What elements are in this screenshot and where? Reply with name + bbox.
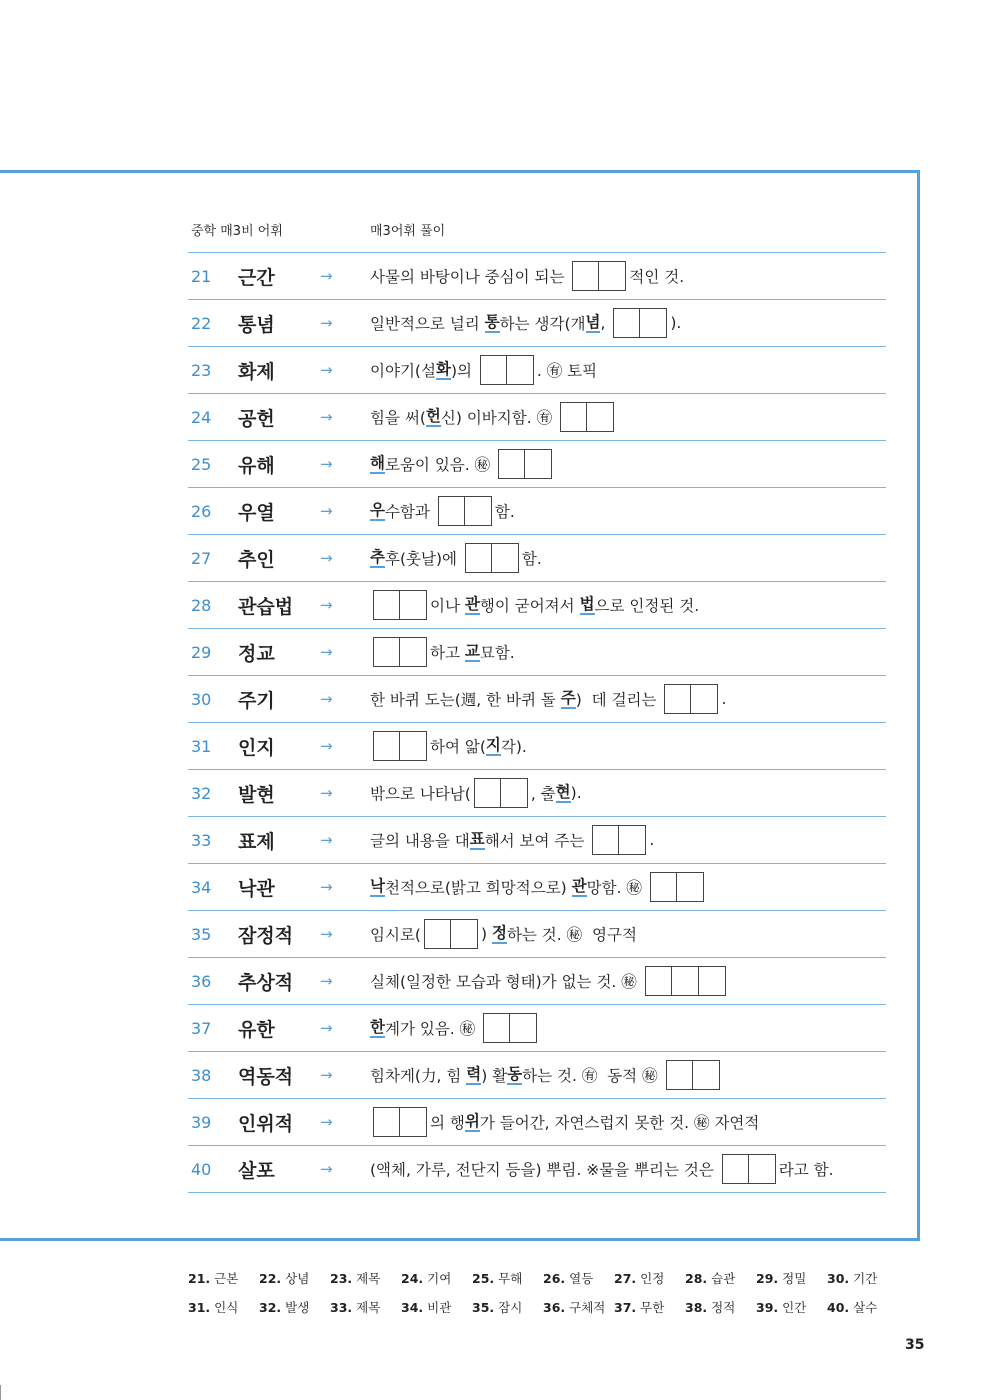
answer-key-number: 26. bbox=[543, 1271, 566, 1286]
arrow-icon: → bbox=[320, 784, 333, 802]
answer-blank-cell[interactable] bbox=[666, 1060, 693, 1090]
answer-key-item bbox=[685, 1269, 756, 1287]
answer-blank-cell[interactable] bbox=[619, 825, 646, 855]
key-syllable: 지 bbox=[485, 736, 501, 754]
definition-text: 하는 것. ㊙ 영구적 bbox=[506, 926, 637, 944]
answer-blank-cell[interactable] bbox=[400, 1107, 427, 1137]
answer-key-number: 28. bbox=[685, 1271, 708, 1286]
definition-text: 이나 bbox=[430, 597, 465, 615]
item-number: 27 bbox=[191, 548, 212, 568]
arrow-icon: → bbox=[320, 502, 333, 520]
answer-blank[interactable] bbox=[373, 637, 427, 667]
answer-key-word: 살수 bbox=[853, 1300, 878, 1315]
vocab-row bbox=[188, 582, 886, 629]
key-syllable: 추 bbox=[370, 548, 385, 566]
definition-text: 하여 앎( bbox=[430, 738, 486, 756]
answer-blank-cell[interactable] bbox=[474, 778, 501, 808]
definition-text: ). bbox=[570, 784, 582, 802]
answer-key-word: 기간 bbox=[853, 1271, 878, 1286]
answer-key-word: 근본 bbox=[214, 1271, 239, 1286]
key-syllable: 력 bbox=[466, 1065, 482, 1083]
definition-text: 으로 인정된 것. bbox=[594, 597, 700, 615]
key-syllable: 우 bbox=[370, 501, 385, 519]
definition-text: 적인 것. bbox=[629, 268, 685, 286]
answer-blank-cell[interactable] bbox=[587, 402, 614, 432]
definition-text: 천적으로(밝고 희망적으로) bbox=[384, 879, 572, 897]
answer-blank[interactable] bbox=[474, 778, 528, 808]
arrow-icon: → bbox=[320, 643, 333, 661]
answer-blank[interactable] bbox=[645, 966, 726, 996]
item-number: 38 bbox=[191, 1065, 212, 1085]
vocab-word: 살포 bbox=[238, 1159, 275, 1182]
key-syllable: 낙 bbox=[370, 877, 385, 895]
answer-blank[interactable] bbox=[560, 402, 614, 432]
definition-text: 로움이 있음. ㊙ bbox=[384, 456, 496, 474]
answer-blank-cell[interactable] bbox=[424, 919, 451, 949]
answer-blank-cell[interactable] bbox=[465, 496, 492, 526]
vocab-row bbox=[188, 441, 886, 488]
answer-key-number: 31. bbox=[188, 1300, 211, 1315]
item-number: 26 bbox=[191, 501, 212, 521]
answer-blank[interactable] bbox=[650, 872, 704, 902]
key-syllable: 한 bbox=[370, 1018, 385, 1036]
answer-blank[interactable] bbox=[666, 1060, 720, 1090]
arrow-icon: → bbox=[320, 737, 333, 755]
answer-key-number: 29. bbox=[756, 1271, 779, 1286]
definition-text: , 출 bbox=[530, 785, 556, 803]
item-number: 25 bbox=[191, 454, 212, 474]
vocab-list bbox=[188, 252, 886, 1193]
vocab-row bbox=[188, 676, 886, 723]
answer-blank-cell[interactable] bbox=[599, 261, 626, 291]
definition-text: 함. bbox=[494, 503, 515, 521]
key-syllable: 해 bbox=[370, 454, 385, 472]
item-number: 35 bbox=[191, 924, 212, 944]
vocab-word: 인지 bbox=[238, 736, 275, 759]
vocab-row bbox=[188, 1099, 886, 1146]
key-syllable: 주 bbox=[560, 689, 576, 707]
arrow-icon: → bbox=[320, 549, 333, 567]
answer-blank-cell[interactable] bbox=[572, 261, 599, 291]
arrow-icon: → bbox=[320, 596, 333, 614]
definition-text: 사물의 바탕이나 중심이 되는 bbox=[370, 268, 570, 286]
answer-blank-cell[interactable] bbox=[677, 872, 704, 902]
definition-text: 임시로( bbox=[370, 926, 421, 944]
answer-key-item bbox=[614, 1298, 685, 1316]
item-number: 24 bbox=[191, 407, 212, 427]
answer-key-number: 34. bbox=[401, 1300, 424, 1315]
definition bbox=[370, 261, 684, 291]
answer-blank-cell[interactable] bbox=[438, 496, 465, 526]
answer-blank[interactable] bbox=[483, 1013, 537, 1043]
answer-blank[interactable] bbox=[613, 308, 667, 338]
vocab-word: 낙관 bbox=[238, 877, 275, 900]
answer-key-item bbox=[614, 1269, 685, 1287]
answer-key-number: 23. bbox=[330, 1271, 353, 1286]
key-syllable: 법 bbox=[579, 595, 595, 613]
answer-blank-cell[interactable] bbox=[749, 1154, 776, 1184]
definition-text: 하는 것. ㊒ 동적 ㊙ bbox=[522, 1067, 663, 1085]
definition bbox=[370, 355, 597, 385]
definition-text: , bbox=[600, 314, 611, 332]
vocab-word: 주기 bbox=[238, 689, 275, 712]
vocab-word: 우열 bbox=[238, 501, 275, 524]
vocab-word: 인위적 bbox=[238, 1112, 294, 1135]
answer-blank-cell[interactable] bbox=[400, 637, 427, 667]
vocab-row bbox=[188, 1146, 886, 1193]
definition bbox=[370, 496, 515, 526]
answer-key-word: 구체적 bbox=[569, 1300, 606, 1315]
answer-key-item bbox=[188, 1269, 259, 1287]
answer-blank[interactable] bbox=[424, 919, 478, 949]
answer-blank-cell[interactable] bbox=[483, 1013, 510, 1043]
answer-key-number: 35. bbox=[472, 1300, 495, 1315]
definition-text: )의 bbox=[450, 362, 477, 380]
definition-text: ) bbox=[480, 925, 492, 943]
answer-blank-cell[interactable] bbox=[672, 966, 699, 996]
answer-key-word: 제목 bbox=[356, 1271, 381, 1286]
answer-blank-cell[interactable] bbox=[722, 1154, 749, 1184]
answer-key-item bbox=[472, 1269, 543, 1287]
answer-blank-cell[interactable] bbox=[560, 402, 587, 432]
answer-key-item bbox=[401, 1298, 472, 1316]
arrow-icon: → bbox=[320, 1113, 333, 1131]
answer-key-item bbox=[543, 1269, 614, 1287]
answer-key-number: 36. bbox=[543, 1300, 566, 1315]
answer-blank-cell[interactable] bbox=[373, 1107, 400, 1137]
arrow-icon: → bbox=[320, 314, 333, 332]
definition-text: 행이 굳어져서 bbox=[479, 597, 580, 615]
arrow-icon: → bbox=[320, 267, 333, 285]
answer-blank-cell[interactable] bbox=[400, 590, 427, 620]
answer-blank-cell[interactable] bbox=[451, 919, 478, 949]
arrow-icon: → bbox=[320, 408, 333, 426]
definition bbox=[370, 543, 542, 573]
item-number: 32 bbox=[191, 783, 212, 803]
answer-key-word: 발생 bbox=[285, 1300, 310, 1315]
answer-key-item bbox=[330, 1269, 401, 1287]
definition-text: 후(훗날)에 bbox=[384, 550, 462, 568]
item-number: 29 bbox=[191, 642, 212, 662]
answer-key-number: 39. bbox=[756, 1300, 779, 1315]
answer-key-number: 30. bbox=[827, 1271, 850, 1286]
answer-key-item bbox=[827, 1298, 898, 1316]
answer-blank-cell[interactable] bbox=[507, 355, 534, 385]
definition-text: 글의 내용을 대 bbox=[370, 832, 470, 850]
key-syllable: 화 bbox=[435, 360, 451, 378]
item-number: 21 bbox=[191, 266, 212, 286]
vocab-word: 역동적 bbox=[238, 1065, 294, 1088]
item-number: 23 bbox=[191, 360, 212, 380]
answer-key-word: 인정 bbox=[640, 1271, 665, 1286]
definition-text: 일반적으로 널리 bbox=[370, 315, 485, 333]
answer-blank-cell[interactable] bbox=[613, 308, 640, 338]
vocab-word: 화제 bbox=[238, 360, 275, 383]
answer-key-word: 인간 bbox=[782, 1300, 807, 1315]
key-syllable: 정 bbox=[491, 924, 507, 942]
vocab-word: 유한 bbox=[238, 1018, 275, 1041]
definition bbox=[370, 1154, 834, 1184]
definition-text: 하는 생각(개 bbox=[499, 315, 586, 333]
column-header-explanation: 매3어휘 풀이 bbox=[370, 224, 446, 239]
answer-key-number: 24. bbox=[401, 1271, 424, 1286]
definition-text: ). bbox=[670, 314, 682, 332]
answer-key-number: 21. bbox=[188, 1271, 211, 1286]
vocab-row bbox=[188, 347, 886, 394]
answer-key-word: 정적 bbox=[711, 1300, 736, 1315]
vocab-word: 정교 bbox=[238, 642, 275, 665]
vocab-row bbox=[188, 1005, 886, 1052]
definition bbox=[370, 872, 707, 902]
key-syllable: 관 bbox=[571, 877, 587, 895]
vocab-row bbox=[188, 723, 886, 770]
definition bbox=[370, 919, 637, 949]
vocab-row bbox=[188, 629, 886, 676]
answer-key-word: 무해 bbox=[498, 1271, 523, 1286]
column-header-vocab: 중학 매3비 어휘 bbox=[191, 224, 283, 239]
item-number: 28 bbox=[191, 595, 212, 615]
key-syllable: 현 bbox=[555, 783, 571, 801]
answer-key-number: 22. bbox=[259, 1271, 282, 1286]
answer-key-item bbox=[259, 1298, 330, 1316]
answer-blank-cell[interactable] bbox=[510, 1013, 537, 1043]
answer-key-item bbox=[685, 1298, 756, 1316]
vocab-word: 표제 bbox=[238, 830, 275, 853]
item-number: 39 bbox=[191, 1112, 212, 1132]
vocab-word: 관습법 bbox=[238, 595, 294, 618]
vocab-word: 공헌 bbox=[238, 407, 275, 430]
definition-text: 계가 있음. ㊙ bbox=[384, 1020, 481, 1038]
answer-key-item bbox=[188, 1298, 259, 1316]
answer-blank-cell[interactable] bbox=[373, 731, 400, 761]
definition-text: 실체(일정한 모습과 형태)가 없는 것. ㊙ bbox=[370, 973, 642, 991]
definition bbox=[370, 684, 726, 714]
vocab-row bbox=[188, 488, 886, 535]
answer-key-word: 비관 bbox=[427, 1300, 452, 1315]
key-syllable: 헌 bbox=[425, 407, 441, 425]
arrow-icon: → bbox=[320, 361, 333, 379]
answer-blank-cell[interactable] bbox=[373, 590, 400, 620]
answer-blank-cell[interactable] bbox=[480, 355, 507, 385]
definition bbox=[370, 637, 515, 667]
answer-key-number: 32. bbox=[259, 1300, 282, 1315]
definition-text: ) 데 걸리는 bbox=[575, 691, 662, 709]
answer-blank-cell[interactable] bbox=[400, 731, 427, 761]
vocab-word: 근간 bbox=[238, 266, 275, 289]
definition-text: 한 바퀴 도는(週, 한 바퀴 돌 bbox=[370, 691, 561, 709]
vocab-row bbox=[188, 253, 886, 300]
answer-key-number: 40. bbox=[827, 1300, 850, 1315]
definition-text: 밖으로 나타남( bbox=[370, 785, 471, 803]
answer-blank-cell[interactable] bbox=[525, 449, 552, 479]
answer-key-word: 잠시 bbox=[498, 1300, 523, 1315]
answer-key-number: 37. bbox=[614, 1300, 637, 1315]
answer-key-item bbox=[401, 1269, 472, 1287]
answer-blank[interactable] bbox=[480, 355, 534, 385]
definition bbox=[370, 402, 617, 432]
answer-blank[interactable] bbox=[664, 684, 718, 714]
answer-blank[interactable] bbox=[373, 1107, 427, 1137]
definition bbox=[370, 449, 555, 479]
definition bbox=[370, 966, 729, 996]
answer-key-item bbox=[756, 1298, 827, 1316]
arrow-icon: → bbox=[320, 455, 333, 473]
arrow-icon: → bbox=[320, 1160, 333, 1178]
answer-key-word: 열등 bbox=[569, 1271, 594, 1286]
item-number: 33 bbox=[191, 830, 212, 850]
key-syllable: 동 bbox=[507, 1065, 523, 1083]
answer-blank-cell[interactable] bbox=[465, 543, 492, 573]
answer-blank[interactable] bbox=[373, 590, 427, 620]
item-number: 40 bbox=[191, 1159, 212, 1179]
answer-key-number: 38. bbox=[685, 1300, 708, 1315]
definition bbox=[370, 1107, 759, 1137]
definition bbox=[370, 1060, 723, 1090]
answer-key-word: 무한 bbox=[640, 1300, 665, 1315]
arrow-icon: → bbox=[320, 925, 333, 943]
answer-blank-cell[interactable] bbox=[492, 543, 519, 573]
key-syllable: 교 bbox=[464, 642, 480, 660]
definition-text: . ㊒ 토픽 bbox=[536, 362, 598, 380]
vocab-word: 통념 bbox=[238, 313, 275, 336]
answer-key-item bbox=[827, 1269, 898, 1287]
definition-text: 힘차게(力, 힘 bbox=[370, 1067, 467, 1085]
key-syllable: 위 bbox=[464, 1112, 480, 1130]
vocab-row bbox=[188, 864, 886, 911]
answer-blank[interactable] bbox=[373, 731, 427, 761]
definition-text: 망함. ㊙ bbox=[586, 879, 647, 897]
definition-text: 각). bbox=[500, 738, 527, 756]
answer-key-item bbox=[472, 1298, 543, 1316]
vocab-word: 추상적 bbox=[238, 971, 294, 994]
page-number: 35 bbox=[905, 1337, 925, 1353]
definition-text: 힘을 써( bbox=[370, 409, 426, 427]
definition-text: 수함과 bbox=[384, 503, 435, 521]
vocab-row bbox=[188, 300, 886, 347]
answer-key-word: 상념 bbox=[285, 1271, 310, 1286]
definition-text: 하고 bbox=[430, 644, 465, 662]
definition-text: 이야기(설 bbox=[370, 362, 436, 380]
definition-text: . bbox=[721, 690, 727, 708]
answer-key-number: 33. bbox=[330, 1300, 353, 1315]
item-number: 34 bbox=[191, 877, 212, 897]
definition-text: . bbox=[649, 831, 655, 849]
answer-blank-cell[interactable] bbox=[498, 449, 525, 479]
answer-key-number: 25. bbox=[472, 1271, 495, 1286]
answer-key-item bbox=[330, 1298, 401, 1316]
definition-text: ) 활 bbox=[481, 1067, 508, 1085]
definition-text: 가 들어간, 자연스럽지 못한 것. ㊙ 자연적 bbox=[479, 1114, 760, 1132]
arrow-icon: → bbox=[320, 972, 333, 990]
definition bbox=[370, 825, 654, 855]
definition bbox=[370, 590, 699, 620]
answer-key-word: 제목 bbox=[356, 1300, 381, 1315]
answer-blank[interactable] bbox=[592, 825, 646, 855]
definition bbox=[370, 778, 582, 808]
vocab-row bbox=[188, 770, 886, 817]
arrow-icon: → bbox=[320, 1066, 333, 1084]
definition-text: 함. bbox=[521, 550, 542, 568]
item-number: 22 bbox=[191, 313, 212, 333]
key-syllable: 통 bbox=[484, 313, 500, 331]
key-syllable: 관 bbox=[464, 595, 480, 613]
answer-key-number: 27. bbox=[614, 1271, 637, 1286]
answer-key-word: 인식 bbox=[214, 1300, 239, 1315]
definition-text: 해서 보여 주는 bbox=[484, 832, 590, 850]
answer-blank-cell[interactable] bbox=[501, 778, 528, 808]
key-syllable: 표 bbox=[469, 830, 485, 848]
margin-mark bbox=[0, 1385, 1, 1400]
answer-blank[interactable] bbox=[498, 449, 552, 479]
answer-blank-cell[interactable] bbox=[645, 966, 672, 996]
definition bbox=[370, 1013, 540, 1043]
definition-text: 신) 이바지함. ㊒ bbox=[440, 409, 558, 427]
arrow-icon: → bbox=[320, 1019, 333, 1037]
answer-key-item bbox=[756, 1269, 827, 1287]
answer-blank-cell[interactable] bbox=[373, 637, 400, 667]
answer-blank[interactable] bbox=[572, 261, 626, 291]
vocab-word: 잠정적 bbox=[238, 924, 294, 947]
vocab-row bbox=[188, 911, 886, 958]
definition-text: (액체, 가루, 전단지 등을) 뿌림. ※물을 뿌리는 것은 bbox=[370, 1161, 719, 1179]
answer-blank-cell[interactable] bbox=[691, 684, 718, 714]
item-number: 36 bbox=[191, 971, 212, 991]
definition-text: 라고 함. bbox=[778, 1161, 834, 1179]
answer-blank-cell[interactable] bbox=[592, 825, 619, 855]
vocab-word: 유해 bbox=[238, 454, 275, 477]
definition-text: 의 행 bbox=[430, 1114, 465, 1132]
answer-blank-cell[interactable] bbox=[699, 966, 726, 996]
vocab-row bbox=[188, 958, 886, 1005]
vocab-word: 발현 bbox=[238, 783, 275, 806]
answer-key-word: 습관 bbox=[711, 1271, 736, 1286]
answer-blank-cell[interactable] bbox=[640, 308, 667, 338]
answer-key-item bbox=[259, 1269, 330, 1287]
answer-blank[interactable] bbox=[722, 1154, 776, 1184]
item-number: 30 bbox=[191, 689, 212, 709]
arrow-icon: → bbox=[320, 690, 333, 708]
definition bbox=[370, 731, 527, 761]
answer-key-word: 기여 bbox=[427, 1271, 452, 1286]
answer-blank-cell[interactable] bbox=[650, 872, 677, 902]
arrow-icon: → bbox=[320, 831, 333, 849]
answer-key-word: 정밀 bbox=[782, 1271, 807, 1286]
item-number: 37 bbox=[191, 1018, 212, 1038]
definition-text: 묘함. bbox=[479, 644, 515, 662]
key-syllable: 념 bbox=[585, 313, 601, 331]
answer-key-item bbox=[543, 1298, 614, 1316]
answer-blank[interactable] bbox=[465, 543, 519, 573]
vocab-row bbox=[188, 1052, 886, 1099]
item-number: 31 bbox=[191, 736, 212, 756]
vocab-row bbox=[188, 394, 886, 441]
vocab-row bbox=[188, 817, 886, 864]
vocab-word: 추인 bbox=[238, 548, 275, 571]
vocab-row bbox=[188, 535, 886, 582]
arrow-icon: → bbox=[320, 878, 333, 896]
answer-blank-cell[interactable] bbox=[664, 684, 691, 714]
answer-key bbox=[188, 1269, 908, 1316]
answer-blank-cell[interactable] bbox=[693, 1060, 720, 1090]
definition bbox=[370, 308, 681, 338]
answer-blank[interactable] bbox=[438, 496, 492, 526]
